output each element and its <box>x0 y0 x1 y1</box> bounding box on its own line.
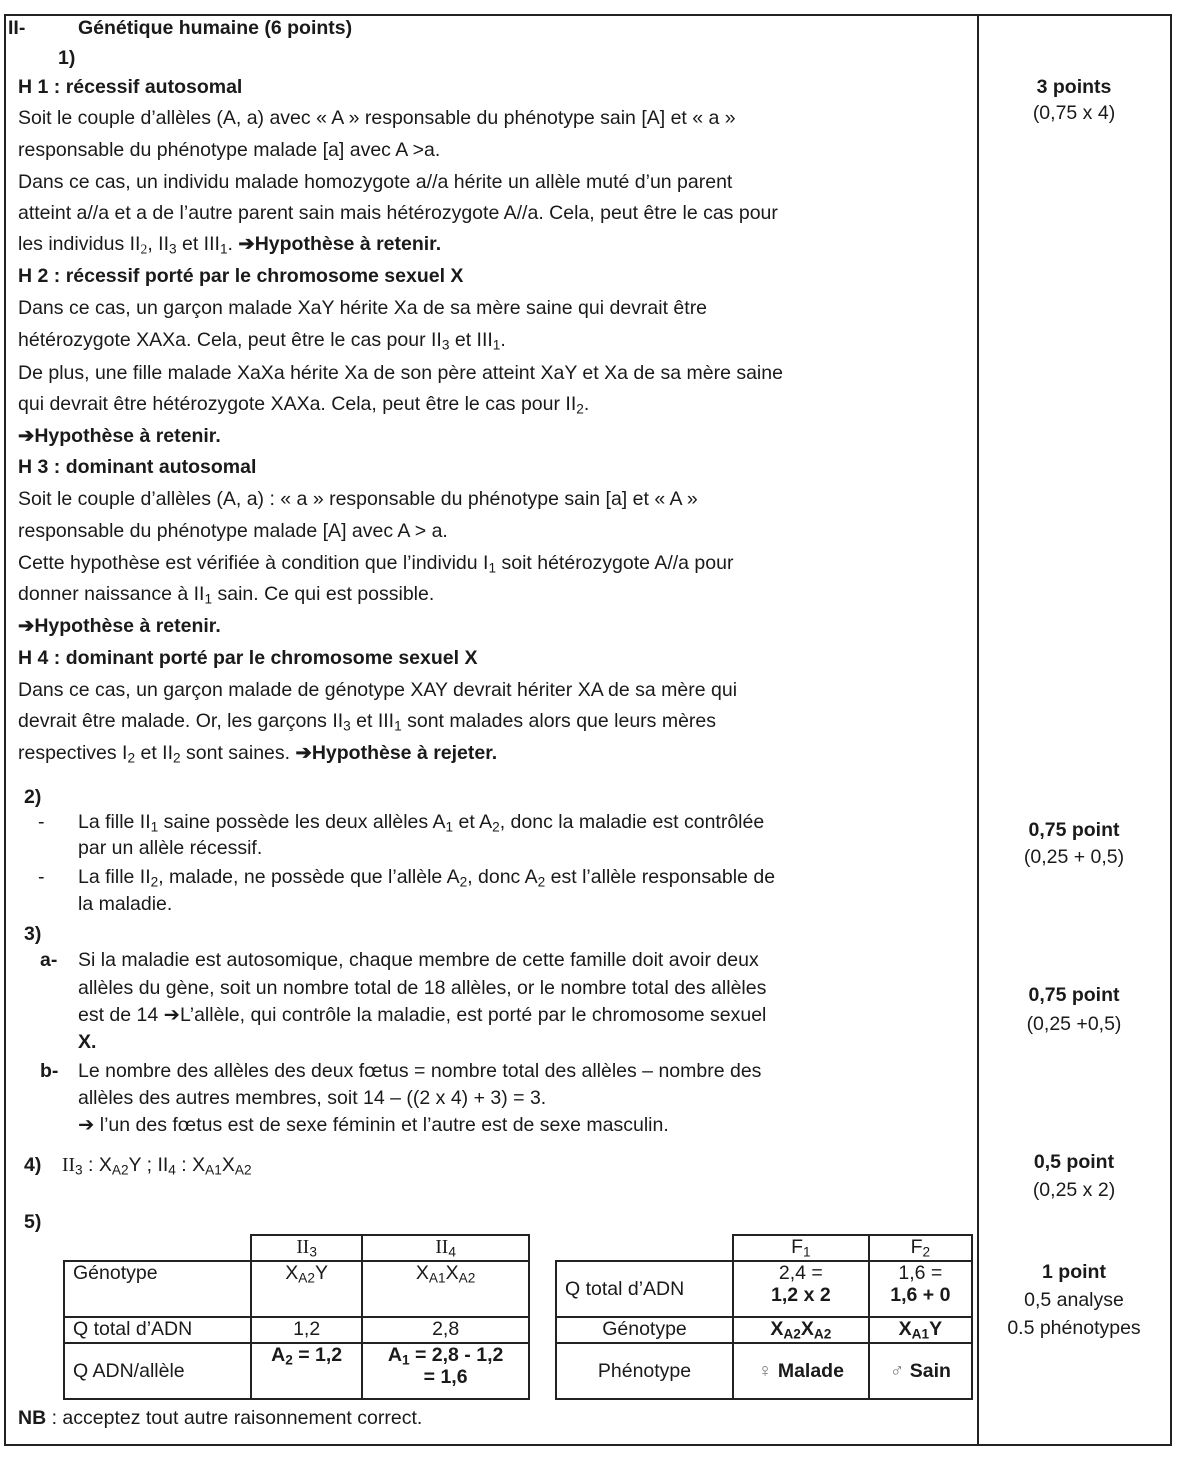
fetus-dna-table <box>555 1234 973 1400</box>
q3a-label: a- <box>40 949 58 971</box>
q3a-line-4: X. <box>78 1031 97 1053</box>
q3b-line-2: allèles des autres membres, soit 14 – ((2 x 4) + 3) = 3. <box>78 1087 547 1109</box>
ii4-genotype: $X_{A1}X_{A2}$ <box>362 1261 529 1317</box>
nb-note: NB : acceptez tout autre raisonnement correct. <box>18 1407 423 1429</box>
header-f1: $F_1$ <box>733 1235 869 1261</box>
h3-line-1: Soit le couple d’allèles (A, a) : « a » responsable du phénotype sain [a] et « A » <box>18 488 698 510</box>
q3-label: 3) <box>24 923 42 945</box>
section-number: II- <box>8 17 26 39</box>
h3-line-2: responsable du phénotype malade [A] avec A > a. <box>18 520 448 542</box>
h2-line-1: Dans ce cas, un garçon malade XaY hérite Xa de sa mère saine qui devrait être <box>18 297 708 319</box>
q3-points-detail: (0,25 +0,5) <box>1026 1013 1122 1035</box>
f1-phenotype: ♀ Malade <box>733 1343 869 1399</box>
q5-points-detail-1: 0,5 analyse <box>1024 1289 1124 1311</box>
h2-heading: H 2 : récessif porté par le chromosome sexuel X <box>18 265 464 287</box>
q5-points: 1 point <box>1042 1261 1106 1283</box>
corner-cell <box>556 1235 733 1261</box>
h1-line-2: responsable du phénotype malade [a] avec A >a. <box>18 139 441 161</box>
q4-label: 4) <box>24 1154 42 1176</box>
ii3-qtotal: 1,2 <box>251 1317 362 1343</box>
h1-line-3: Dans ce cas, un individu malade homozygote a//a hérite un allèle muté d’un parent <box>18 171 733 193</box>
h1-line-4: atteint a//a et a de l’autre parent sain mais hétérozygote A//a. Cela, peut être le cas pour <box>18 202 778 224</box>
f2-phenotype: ♂ Sain <box>869 1343 972 1399</box>
column-divider <box>977 16 979 1444</box>
q3b-label: b- <box>40 1060 59 1082</box>
h4-line-1: Dans ce cas, un garçon malade de génotype XAY devrait hériter XA de sa mère qui <box>18 679 738 701</box>
q1-points-detail: (0,75 x 4) <box>1032 102 1116 124</box>
q3b-line-3: ➔ l’un des fœtus est de sexe féminin et l’autre est de sexe masculin. <box>78 1114 669 1136</box>
q2-points-detail: (0,25 + 0,5) <box>1023 846 1125 868</box>
q4-answer: $II_3$ : $X_{A2}Y$ ; $II_4$ : $X_{A1}X_{A2}$ <box>62 1154 252 1178</box>
q3a-line-3: est de 14 ➔L’allèle, qui contrôle la maladie, est porté par le chromosome sexuel <box>78 1004 767 1026</box>
header-ii4: $II_4$ <box>362 1235 529 1261</box>
q3a-line-1: Si la maladie est autosomique, chaque membre de cette famille doit avoir deux <box>78 949 759 971</box>
row-qallele-label: Q ADN/allèle <box>64 1343 251 1399</box>
h2-line-3: De plus, une fille malade XaXa hérite Xa de son père atteint XaY et Xa de sa mère saine <box>18 362 783 384</box>
ii3-genotype: $X_{A2}Y$ <box>251 1261 362 1317</box>
q2-bullet-1: La fille $II_1$ saine possède les deux allèles $A_1$ et $A_2$, donc la maladie est contrôlée <box>78 811 765 835</box>
row-genotype-label: Génotype <box>556 1317 733 1343</box>
f2-genotype: $X_{A1}Y$ <box>869 1317 972 1343</box>
h4-line-3: respectives $I_2$ et $II_2$ sont saines. ➔Hypothèse à rejeter. <box>18 742 498 766</box>
q5-label: 5) <box>24 1211 42 1233</box>
h2-conclusion: ➔Hypothèse à retenir. <box>18 425 221 447</box>
f1-genotype: $X_{A2}X_{A2}$ <box>733 1317 869 1343</box>
q2-label: 2) <box>24 786 42 808</box>
f2-qtotal: 1,6 = 1,6 + 0 <box>869 1261 972 1317</box>
h3-heading: H 3 : dominant autosomal <box>18 456 257 478</box>
h4-line-2: devrait être malade. Or, les garçons $II_3$ et $III_1$ sont malades alors que leurs mères <box>18 710 717 734</box>
row-qtotal-label: Q total d’ADN <box>64 1317 251 1343</box>
row-genotype-label: Génotype <box>64 1261 251 1317</box>
q1-label: 1) <box>58 47 76 69</box>
header-f2: $F_2$ <box>869 1235 972 1261</box>
q4-points: 0,5 point <box>1033 1151 1115 1173</box>
male-symbol-icon: ♂ <box>889 1360 905 1382</box>
h4-heading: H 4 : dominant porté par le chromosome sexuel X <box>18 647 478 669</box>
h4-conclusion: ➔Hypothèse à rejeter. <box>295 742 498 764</box>
q3b-line-1: Le nombre des allèles des deux fœtus = nombre total des allèles – nombre des <box>78 1060 762 1082</box>
q3a-line-2: allèles du gène, soit un nombre total de 18 allèles, or le nombre total des allèles <box>78 977 767 999</box>
ii4-qtotal: 2,8 <box>362 1317 529 1343</box>
q2-dash-2: - <box>38 866 45 888</box>
q1-points: 3 points <box>1036 76 1112 98</box>
f1-qtotal: 2,4 = 1,2 x 2 <box>733 1261 869 1317</box>
h2-line-4: qui devrait être hétérozygote XAXa. Cela, peut être le cas pour $II_2$. <box>18 393 590 417</box>
ii4-qallele: $A_1 = 2,8 - 1,2$ = 1,6 <box>362 1343 529 1399</box>
header-ii3: $II_3$ <box>251 1235 362 1261</box>
q3-points: 0,75 point <box>1028 984 1120 1006</box>
corner-cell <box>64 1235 251 1261</box>
q4-points-detail: (0,25 x 2) <box>1032 1179 1116 1201</box>
row-qtotal-label: Q total d’ADN <box>556 1261 733 1317</box>
q2-bullet-2-line-2: la maladie. <box>78 893 173 915</box>
h2-line-2: hétérozygote XAXa. Cela, peut être le cas pour $II_3$ et $III_1$. <box>18 329 506 353</box>
h3-conclusion: ➔Hypothèse à retenir. <box>18 615 221 637</box>
row-phenotype-label: Phénotype <box>556 1343 733 1399</box>
parents-dna-table <box>63 1234 530 1400</box>
q2-bullet-1-line-2: par un allèle récessif. <box>78 837 263 859</box>
section-title: Génétique humaine (6 points) <box>78 17 353 39</box>
h3-line-3: Cette hypothèse est vérifiée à condition que l’individu $I_1$ soit hétérozygote A//a pour <box>18 552 734 576</box>
h1-line-1: Soit le couple d’allèles (A, a) avec « A » responsable du phénotype sain [A] et « a » <box>18 107 736 129</box>
q2-points: 0,75 point <box>1028 819 1120 841</box>
h1-line-5: les individus $II_2$, $II_3$ et $III_1$. ➔Hypothèse à retenir. <box>18 233 442 257</box>
q5-points-detail-2: 0.5 phénotypes <box>1007 1317 1141 1339</box>
h1-heading: H 1 : récessif autosomal <box>18 76 243 98</box>
h1-conclusion: ➔Hypothèse à retenir. <box>238 233 442 255</box>
q2-dash-1: - <box>38 811 45 833</box>
h3-line-4: donner naissance à $II_1$ sain. Ce qui est possible. <box>18 583 435 607</box>
female-symbol-icon: ♀ <box>757 1360 773 1382</box>
q2-bullet-2: La fille $II_2$, malade, ne possède que l’allèle $A_2$, donc $A_2$ est l’allèle responsable de <box>78 866 776 890</box>
ii3-qallele: $A_2 = 1,2$ <box>251 1343 362 1399</box>
